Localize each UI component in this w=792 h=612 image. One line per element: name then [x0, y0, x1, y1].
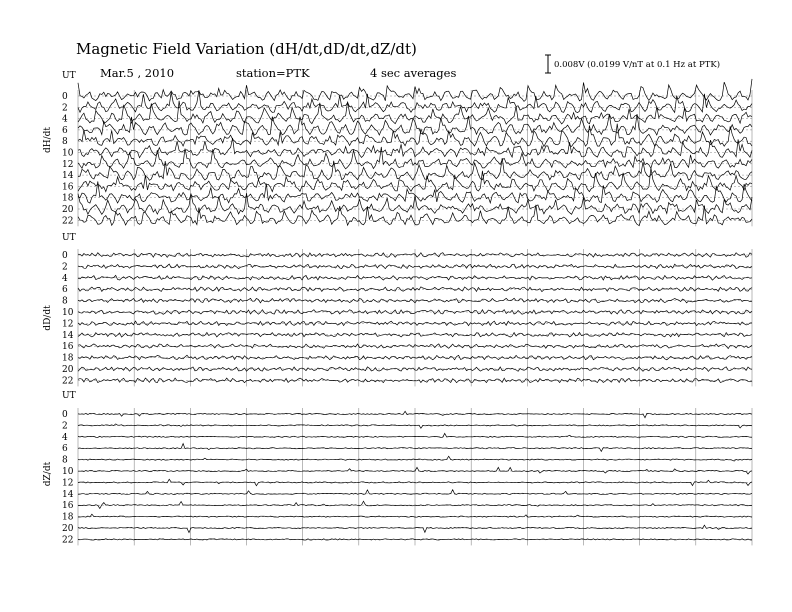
- panel-1-ylabel: dH/dt: [43, 126, 53, 154]
- panel-2-row-label: 12: [62, 319, 74, 330]
- panel-3-row-label: 22: [62, 535, 74, 546]
- station-label: station=PTK: [236, 66, 310, 80]
- panel-2-row-label: 18: [62, 353, 74, 364]
- panel-1-row-label: 8: [62, 137, 68, 148]
- panel-3-row-label: 0: [62, 410, 68, 420]
- date-label: Mar.5 , 2010: [100, 66, 175, 80]
- panel-1-row-label: 14: [62, 171, 74, 182]
- panel-1-row-label: 20: [62, 205, 74, 215]
- panel-2-row-header: UT: [62, 233, 76, 243]
- panel-3-row-header: UT: [62, 391, 76, 401]
- panel-3-row-label: 12: [62, 478, 74, 489]
- averages-label: 4 sec averages: [370, 66, 457, 80]
- panel-1-row-label: 2: [62, 103, 68, 114]
- panel-3-row-label: 18: [62, 512, 74, 523]
- panel-2-row-label: 16: [62, 342, 74, 353]
- panel-1-row-label: 0: [62, 92, 68, 102]
- panel-2-ylabel: dD/dt: [43, 305, 53, 331]
- panel-3-row-label: 8: [62, 455, 68, 466]
- panel-2-row-label: 0: [62, 251, 68, 261]
- scale-note: 0.008V (0.0199 V/nT at 0.1 Hz at PTK): [554, 60, 721, 70]
- panel-2-row-label: 2: [62, 262, 68, 273]
- panel-3-row-label: 16: [62, 501, 74, 512]
- panel-1-row-label: 12: [62, 159, 74, 170]
- panel-1-row-label: 22: [62, 216, 74, 227]
- panel-1-row-label: 10: [62, 148, 74, 159]
- panel-3-row-label: 6: [62, 444, 68, 455]
- panel-2-row-label: 20: [62, 365, 74, 375]
- panel-1-row-label: 16: [62, 182, 74, 193]
- panel-2-row-label: 22: [62, 376, 74, 387]
- panel-1-row-label: 6: [62, 125, 68, 136]
- panel-2-row-label: 10: [62, 308, 74, 318]
- panel-2-row-label: 4: [62, 273, 68, 284]
- panel-3-row-label: 2: [62, 421, 68, 432]
- panel-3-row-label: 10: [62, 467, 74, 477]
- panel-3-row-label: 4: [62, 432, 68, 443]
- panel-3-row-label: 14: [62, 489, 74, 500]
- chart-title: Magnetic Field Variation (dH/dt,dD/dt,dZ/dt): [76, 40, 417, 58]
- panel-1-row-header: UT: [62, 71, 76, 81]
- panel-3-ylabel: dZ/dt: [43, 461, 53, 487]
- panel-1-row-label: 4: [62, 114, 68, 125]
- panel-2-row-label: 8: [62, 296, 68, 307]
- panel-3-row-label: 20: [62, 524, 74, 534]
- panel-1-row-label: 18: [62, 193, 74, 204]
- panel-2-row-label: 6: [62, 285, 68, 296]
- panel-2-row-label: 14: [62, 330, 74, 341]
